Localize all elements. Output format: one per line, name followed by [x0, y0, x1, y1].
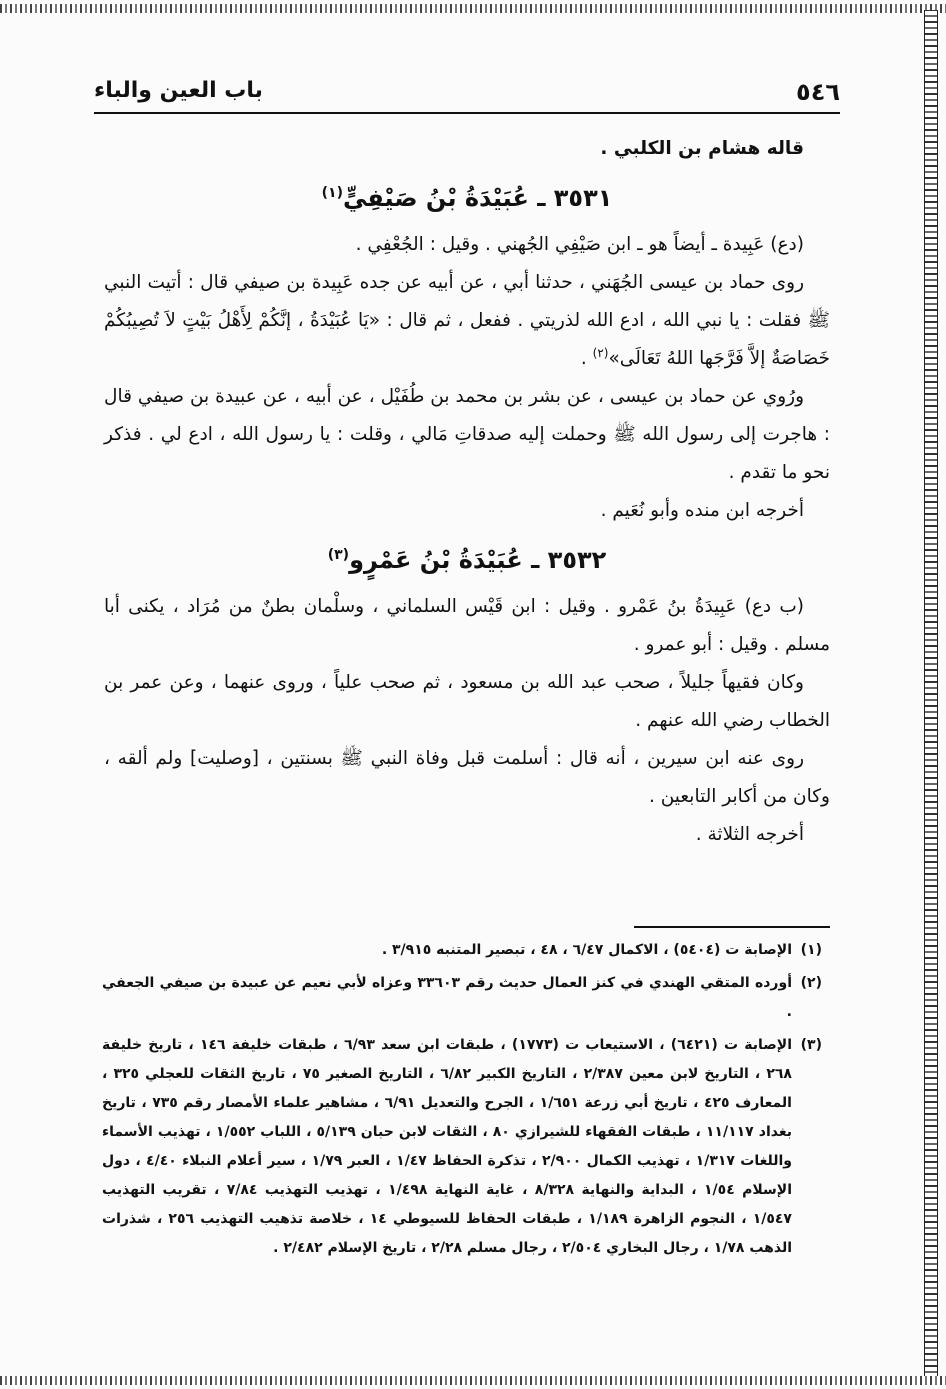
footnote-number: (٣) — [800, 1037, 822, 1053]
paragraph-text: روى حماد بن عيسى الجُهَني ، حدثنا أبي ، عن أبيه عن جده عَبِيدة بن صيفي قال : أتيت النبي ﷺ فقلت : يا نبي الله ، ادع الله لذريتي . ففعل ، ثم قال : «يَا عُبَيْدَةُ ، إنَّكُمْ لِأَهْلُ بَيْتٍ لاَ تُصِيبُكُمْ خَصَاصَةٌ إلاَّ فَرَّجَها اللهُ تَعَالَى» — [104, 272, 830, 369]
decorative-border-bottom — [0, 1376, 946, 1385]
page-number: ٥٤٦ — [796, 78, 840, 106]
page-header — [94, 72, 840, 114]
footnote-3 — [102, 1031, 822, 1263]
footnote-ref: (١) — [321, 185, 343, 201]
paragraph: روى عنه ابن سيرين ، أنه قال : أسلمت قبل وفاة النبي ﷺ بسنتين ، [وصليت] ولم ألقه ، وكان من أكابر التابعين . — [104, 748, 830, 807]
footnote-number: (٢) — [800, 975, 822, 991]
entry-heading-text: ٣٥٣١ ـ عُبَيْدَةُ بْنُ صَيْفِيٍّ — [342, 184, 613, 212]
entry-heading-3531 — [104, 174, 830, 222]
decorative-border-top — [0, 4, 946, 13]
opening-line: قاله هشام بن الكلبي . — [600, 138, 804, 159]
footnote-ref: (٢) — [592, 345, 609, 360]
paragraph: أخرجه الثلاثة . — [695, 824, 804, 845]
entry-heading-text: ٣٥٣٢ ـ عُبَيْدَةُ بْنُ عَمْرٍو — [349, 546, 607, 574]
paragraph: ورُوي عن حماد بن عيسى ، عن بشر بن محمد بن طُفَيْل ، عن أبيه ، عن عبيدة بن صيفي قال : هاجرت إلى رسول الله ﷺ وحملت إليه صدقاتِ مَالي ، وقلت : يا رسول الله ، ادع لي . فذكر نحو ما تقدم . — [104, 386, 830, 483]
footnote-text: أورده المتقي الهندي في كنز العمال حديث رقم ٣٣٦٠٣ وعزاه لأبي نعيم عن عبيدة بن صيفي الجعفي . — [102, 975, 792, 1020]
running-title: باب العين والباء — [94, 78, 263, 103]
footnote-1 — [102, 936, 822, 965]
footnote-text: الإصابة ت (٥٤٠٤) ، الاكمال ٦/٤٧ ، ٤٨ ، تبصير المتنبه ٣/٩١٥ . — [381, 942, 792, 958]
footnote-divider — [634, 926, 830, 928]
footnote-ref: (٣) — [327, 547, 350, 563]
paragraph: (ب دع) عَبِيدَةُ بنُ عَمْرو . وقيل : ابن قَيْس السلماني ، وسلْمان بطنٌ من مُرَاد ، يكنى أبا مسلم . وقيل : أبو عمرو . — [104, 596, 830, 655]
paragraph-end: . — [580, 348, 593, 369]
decorative-border-right — [924, 10, 938, 1379]
footnotes — [102, 936, 822, 1267]
paragraph: وكان فقيهاً جليلاً ، صحب عبد الله بن مسعود ، ثم صحب علياً ، وروى عنهما ، وعن عمر بن الخطاب رضي الله عنهم . — [104, 672, 830, 731]
footnote-2 — [102, 969, 822, 1027]
paragraph: أخرجه ابن منده وأبو نُعَيم . — [600, 500, 804, 521]
paragraph: (دع) عَبِيدة ـ أيضاً هو ـ ابن صَيْفِي الجُهني . وقيل : الجُعْفِي . — [355, 234, 804, 255]
footnote-number: (١) — [800, 942, 822, 958]
main-text — [104, 130, 830, 854]
entry-heading-3532 — [104, 536, 830, 584]
paragraph — [104, 264, 830, 378]
footnote-text: الإصابة ت (٦٤٢١) ، الاستيعاب ت (١٧٧٣) ، طبقات ابن سعد ٦/٩٣ ، طبقات خليفة ١٤٦ ، تاريخ خليفة ٢٦٨ ، التاريخ لابن معين ٢/٣٨٧ ، التاريخ الكبير ٦/٨٢ ، التاريخ الصغير ٧٥ ، تاريخ الثقات للعجلي ٣٢٥ ، المعارف ٤٢٥ ، تاريخ أبي زرعة ١/٦٥١ ، الجرح والتعديل ٦/٩١ ، مشاهير علماء الأمصار رقم ٧٣٥ ، تاريخ بغداد ١١/١١٧ ، طبقات الفقهاء للشيرازي ٨٠ ، الثقات لابن حبان ٥/١٣٩ ، اللباب ١/٥٥٢ ، تهذيب الأسماء واللغات ١/٣١٧ ، تهذيب الكمال ٢/٩٠٠ ، تذكرة الحفاظ ١/٤٧ ، العبر ١/٧٩ ، سير أعلام النبلاء ٤/٤٠ ، دول الإسلام ١/٥٤ ، البداية والنهاية ٨/٣٢٨ ، غاية النهاية ١/٤٩٨ ، تهذيب التهذيب ٧/٨٤ ، تقريب التهذيب ١/٥٤٧ ، النجوم الزاهرة ١/١٨٩ ، طبقات الحفاظ للسيوطي ١٤ ، خلاصة تذهيب التهذيب ٢٥٦ ، شذرات الذهب ١/٧٨ ، رجال البخاري ٢/٥٠٤ ، رجال مسلم ٢/٢٨ ، تاريخ الإسلام ٢/٤٨٢ . — [102, 1037, 793, 1256]
